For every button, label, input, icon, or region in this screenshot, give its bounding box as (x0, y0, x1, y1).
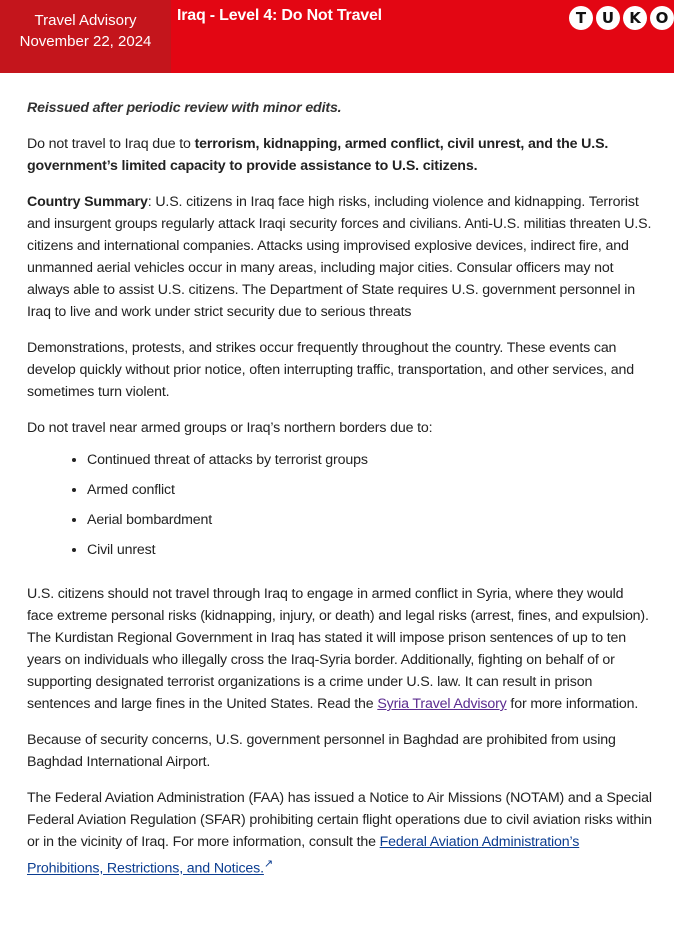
list-item: • Continued threat of attacks by terrorist groups (87, 449, 652, 471)
date-box (0, 0, 171, 73)
syria-paragraph (27, 577, 652, 715)
logo-letter-t: T (569, 6, 593, 30)
advisory-body (27, 97, 652, 894)
page-title: Iraq - Level 4: Do Not Travel (177, 7, 382, 24)
summary-label: Country Summary (27, 194, 148, 210)
advisory-date: November 22, 2024 (19, 33, 152, 50)
advisory-header (0, 0, 674, 73)
logo-letter-k: K (623, 6, 647, 30)
faa-link[interactable]: Federal Aviation Administration’s Prohibitions, Restrictions, and Notices. (27, 834, 580, 877)
logo-letter-u: U (596, 6, 620, 30)
external-link-icon[interactable]: ↗ (263, 858, 273, 870)
syria-text: U.S. citizens should not travel through Iraq to engage in armed conflict in Syria, where they would face extreme personal risks (kidnapping, injury, or death) and legal risks (arrest, fines, and expulsion). The Kurdistan Regional Government in Iraq has stated it will impose prison sentences of up to ten years on individuals who illegally cross the Iraq-Syria border. Additionally, fighting on behalf of or supporting designated terrorist organizations is a crime under U.S. law. It can result in prison sentences and large fines in the United States. Read the (27, 586, 649, 712)
demonstrations-paragraph: Demonstrations, protests, and strikes occur frequently throughout the country. These events can develop quickly without prior notice, often interrupting traffic, transportation, and other services, and sometimes turn violent. (27, 340, 635, 400)
syria-suffix: for more information. (506, 696, 639, 712)
date-label: Travel Advisory (34, 12, 137, 29)
borders-intro: Do not travel near armed groups or Iraq’s northern borders due to: (27, 420, 433, 436)
risk-list (27, 449, 652, 561)
baghdad-paragraph: Because of security concerns, U.S. government personnel in Baghdad are prohibited from using Baghdad International Airport. (27, 732, 616, 770)
syria-advisory-link[interactable]: Syria Travel Advisory (377, 696, 507, 712)
intro-paragraph (27, 133, 652, 177)
faa-text: The Federal Aviation Administration (FAA) has issued a Notice to Air Missions (NOTAM) and a Special Federal Aviation Regulation (SFAR) prohibiting certain flight operations due to civil aviation risks within or in the vicinity of Iraq. For more information, consult the (27, 790, 652, 850)
summary-text: : U.S. citizens in Iraq face high risks, including violence and kidnapping. Terrorist and insurgent groups regularly attack Iraqi security forces and civilians. Anti-U.S. militias threaten U.S. citizens and international companies. Attacks using improvised explosive devices, indirect fire, and unmanned aerial vehicles occur in many areas, including major cities. Consular officers may not always able to assist U.S. citizens. The Department of State requires U.S. government personnel in Iraq to live and work under strict security due to serious threats (27, 194, 652, 320)
country-summary (27, 191, 652, 323)
reissued-note: Reissued after periodic review with minor edits. (27, 100, 342, 116)
tuko-logo (569, 6, 674, 30)
intro-risks: terrorism, kidnapping, armed conflict, civil unrest, and the U.S. government’s limited capacity to provide assistance to U.S. citizens. (27, 136, 609, 174)
list-item: • Civil unrest (87, 539, 652, 561)
logo-letter-o: O (650, 6, 674, 30)
intro-prefix: Do not travel to Iraq due to (27, 136, 195, 152)
faa-paragraph (27, 787, 652, 880)
list-item: • Armed conflict (87, 479, 652, 501)
list-item: • Aerial bombardment (87, 509, 652, 531)
